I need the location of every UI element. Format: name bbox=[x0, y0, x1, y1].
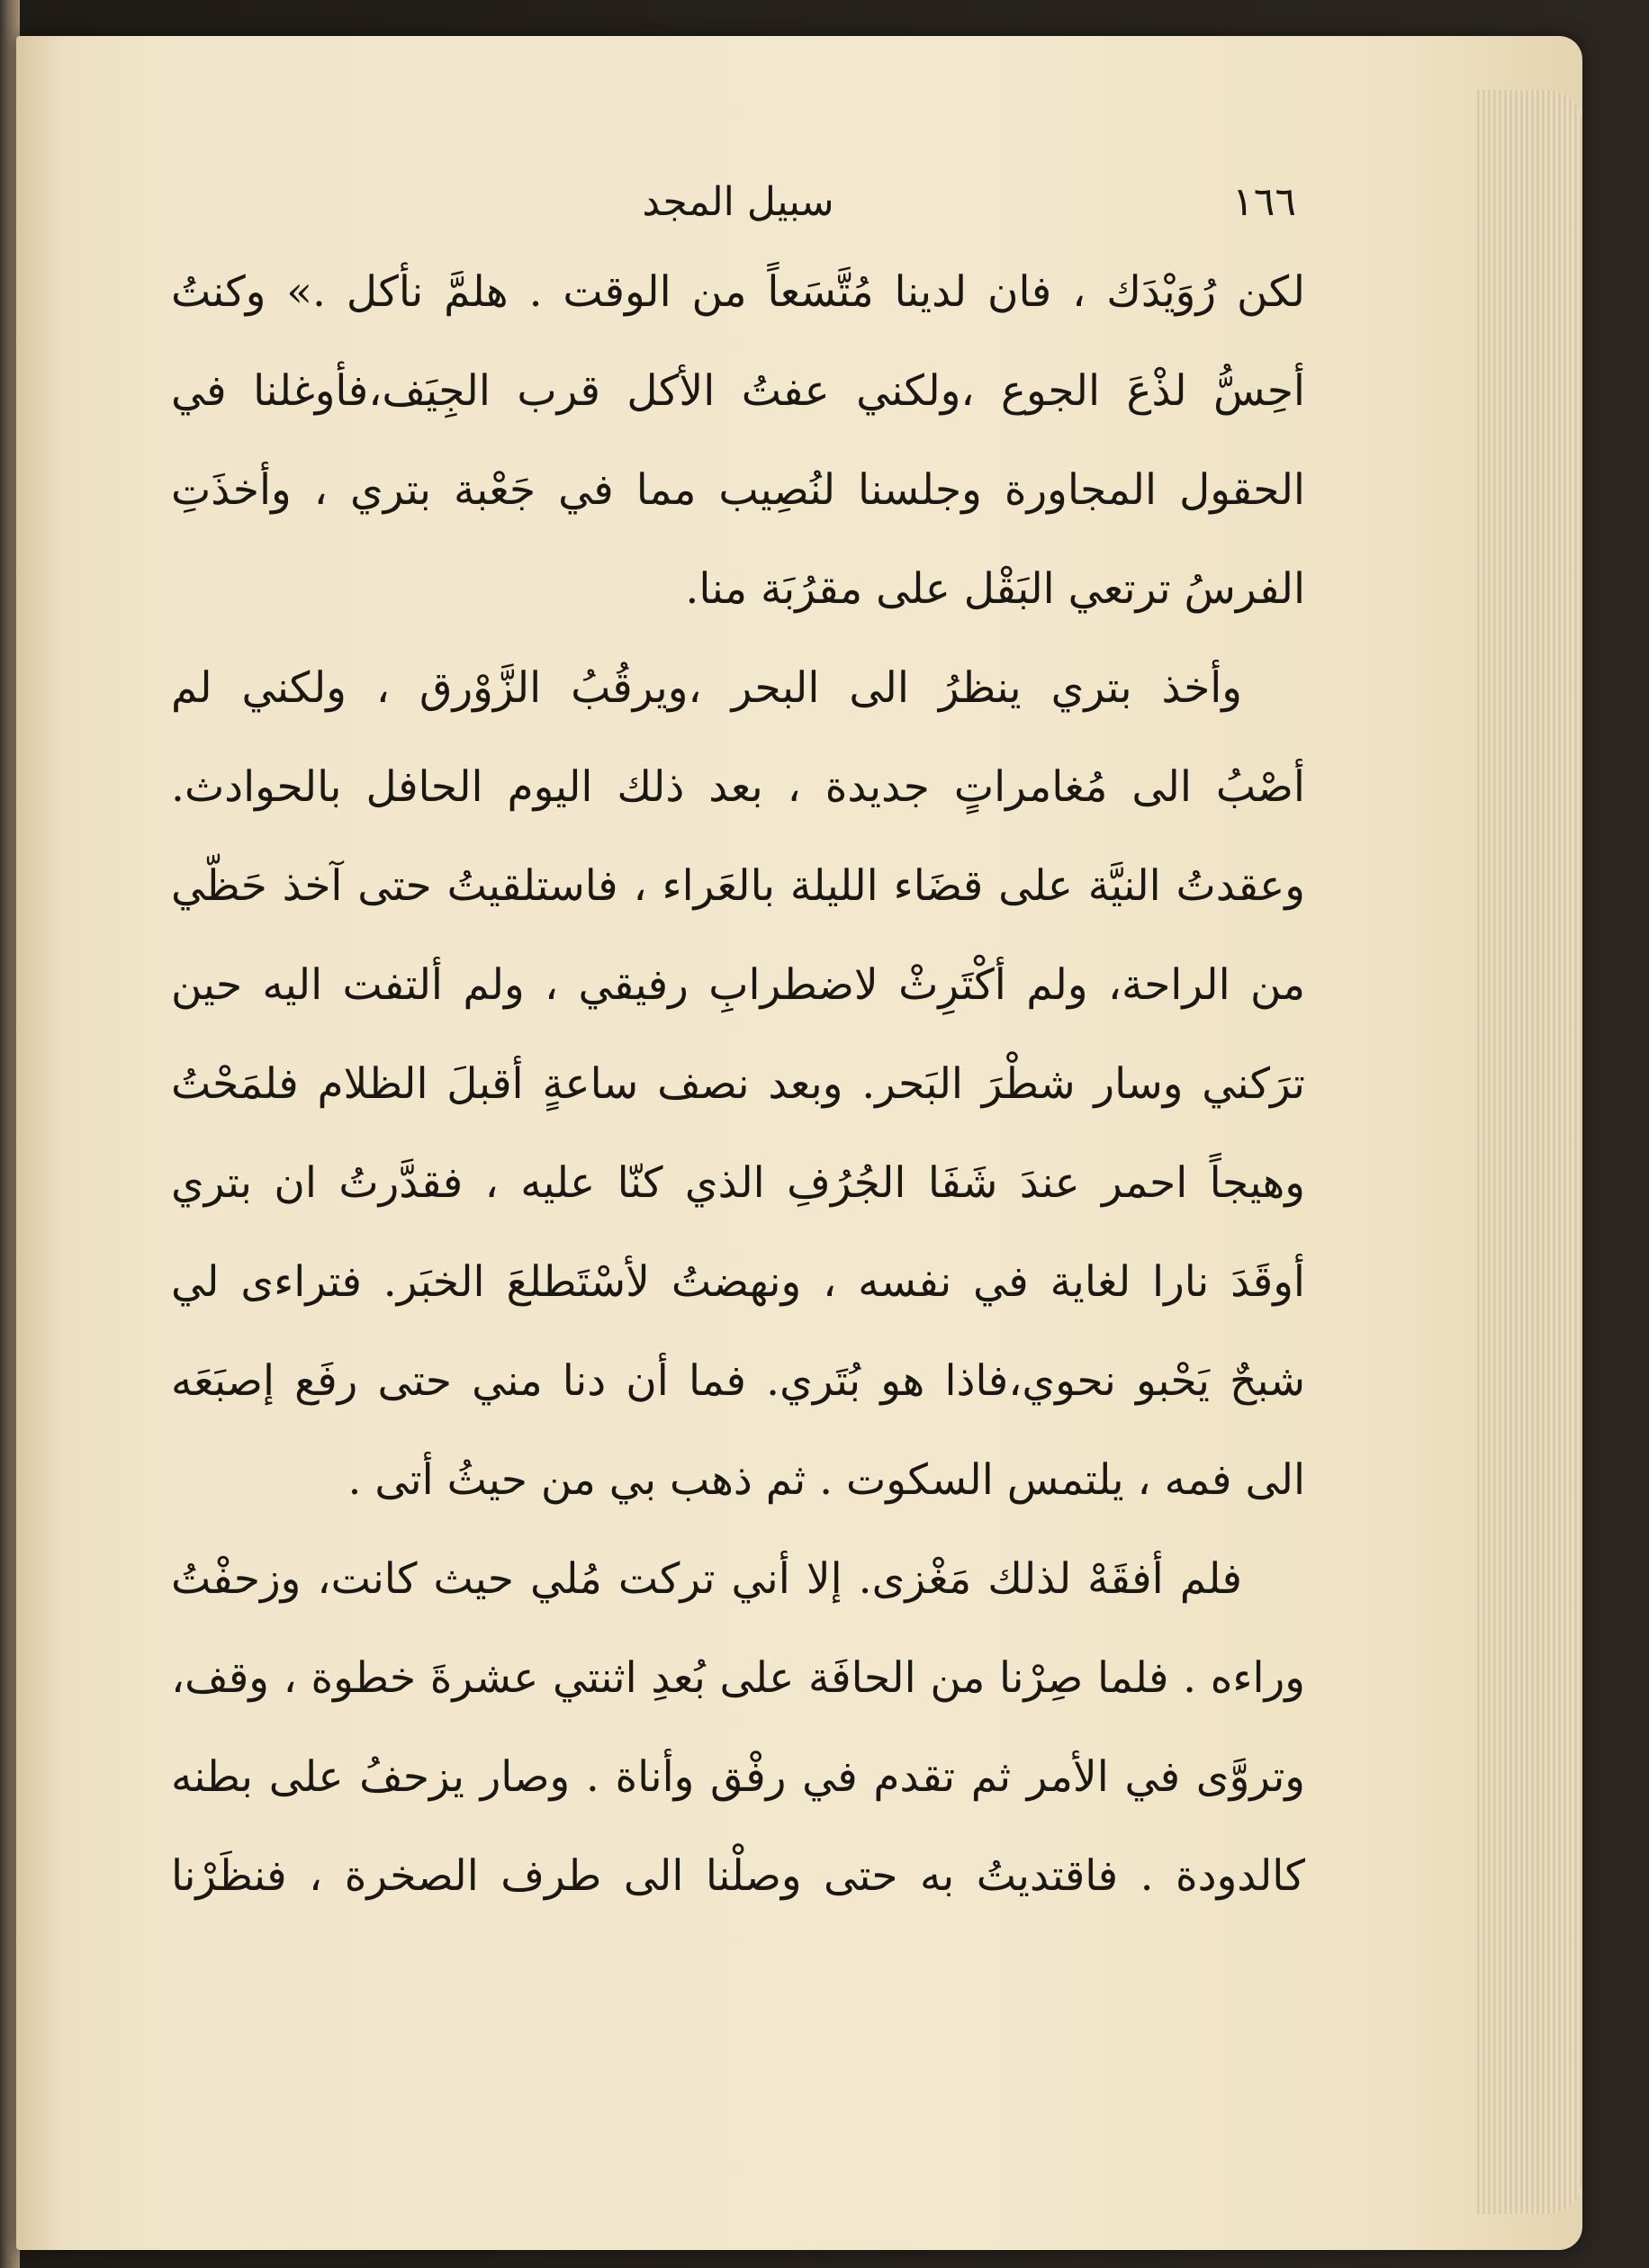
text-line: وهيجاً احمر عندَ شَفَا الجُرُفِ الذي كنّا عليه ، فقدَّرتُ ان بتري bbox=[171, 1158, 1305, 1208]
text-line: فلم أفقَهْ لذلك مَغْزى. إلا أني تركت مُلي حيث كانت، وزحفْتُ bbox=[171, 1554, 1242, 1604]
text-line: وتروَّى في الأمر ثم تقدم في رفْق وأناة . وصار يزحفُ على بطنه bbox=[171, 1752, 1305, 1802]
text-line: شبحٌ يَحْبو نحوي،فاذا هو بُتَري. فما أن دنا مني حتى رفَع إصبَعَه bbox=[171, 1356, 1305, 1406]
text-line: أحِسُّ لذْعَ الجوع ،ولكني عفتُ الأكل قرب الجِيَف،فأوغلنا في bbox=[171, 366, 1305, 416]
page-header bbox=[171, 162, 1305, 243]
page-stack-edges bbox=[1474, 90, 1582, 2214]
text-line: الفرسُ ترتعي البَقْل على مقرُبَة منا. bbox=[685, 564, 1305, 614]
text-line: الى فمه ، يلتمس السكوت . ثم ذهب بي من حيثُ أتى . bbox=[347, 1455, 1305, 1505]
text-line: الحقول المجاورة وجلسنا لنُصِيب مما في جَعْبة بتري ، وأخذَتِ bbox=[171, 465, 1305, 515]
text-line: وراءه . فلما صِرْنا من الحافَة على بُعدِ اثنتي عشرةَ خطوة ، وقف، bbox=[171, 1653, 1305, 1703]
text-line: وأخذ بتري ينظرُ الى البحر ،ويرقُبُ الزَّوْرق ، ولكني لم bbox=[171, 663, 1242, 713]
paragraph-2 bbox=[171, 639, 1305, 1530]
paragraph-3 bbox=[171, 1530, 1305, 1926]
page-content bbox=[171, 162, 1305, 1926]
text-line: كالدودة . فاقتديتُ به حتى وصلْنا الى طرف الصخرة ، فنظَرْنا bbox=[171, 1851, 1305, 1901]
text-line: ترَكني وسار شطْرَ البَحر. وبعد نصف ساعةٍ أقبلَ الظلام فلمَحْتُ bbox=[171, 1059, 1305, 1109]
text-line: لكن رُوَيْدَك ، فان لدينا مُتَّسَعاً من الوقت . هلمَّ نأكل .» وكنتُ bbox=[171, 267, 1305, 317]
text-line: أوقَدَ نارا لغاية في نفسه ، ونهضتُ لأسْتَطلعَ الخبَر. فتراءى لي bbox=[171, 1257, 1305, 1307]
page-number: ١٦٦ bbox=[1232, 179, 1296, 225]
paragraph-1 bbox=[171, 243, 1305, 639]
text-line: من الراحة، ولم أكْتَرِثْ لاضطرابِ رفيقي ، ولم ألتفت اليه حين bbox=[171, 960, 1305, 1010]
running-title: سبيل المجد bbox=[642, 179, 834, 225]
text-line: وعقدتُ النيَّة على قضَاء الليلة بالعَراء ، فاستلقيتُ حتى آخذ حَظّي bbox=[171, 861, 1305, 911]
text-line: أصْبُ الى مُغامراتٍ جديدة ، بعد ذلك اليوم الحافل بالحوادث. bbox=[171, 762, 1305, 812]
